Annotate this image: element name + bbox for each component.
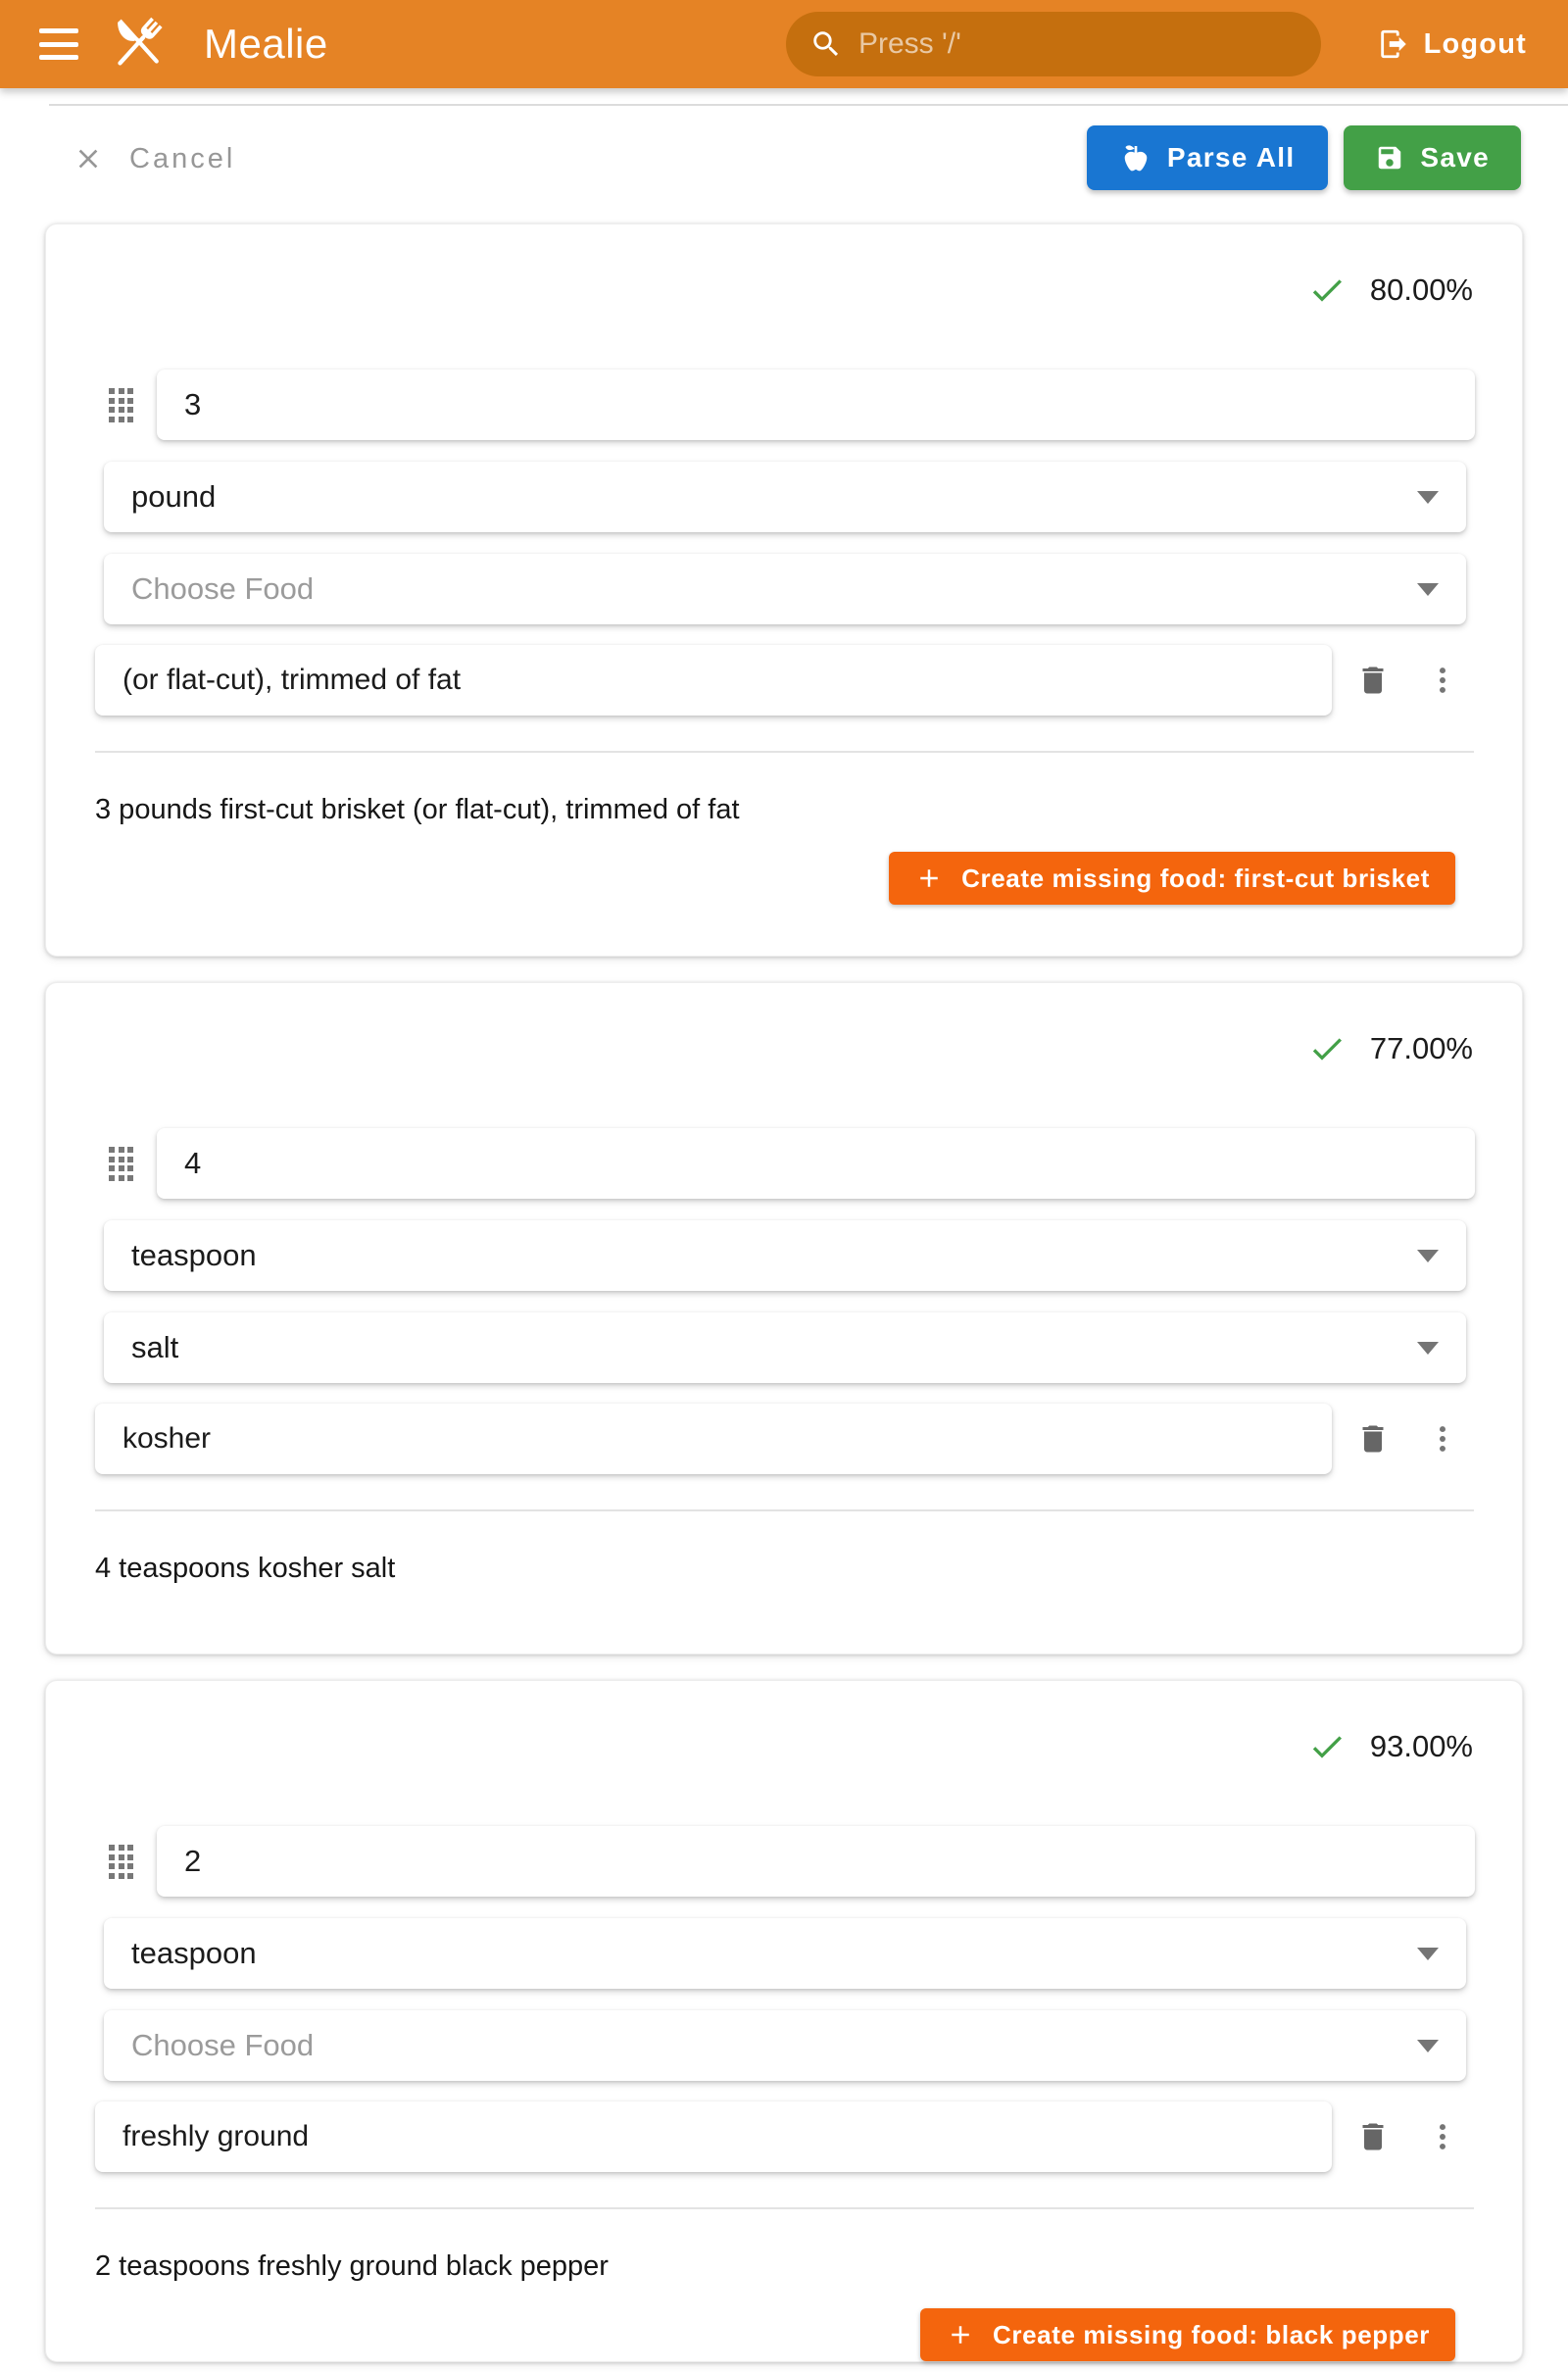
caret-down-icon [1417, 1250, 1439, 1262]
quantity-input[interactable] [157, 1826, 1475, 1897]
cancel-label: Cancel [129, 142, 236, 174]
delete-ingredient-button[interactable] [1355, 663, 1391, 698]
drag-grid-icon[interactable] [109, 1845, 133, 1878]
note-input[interactable] [95, 645, 1332, 716]
parse-all-label: Parse All [1166, 142, 1296, 173]
create-missing-food-button[interactable] [889, 852, 1455, 905]
kebab-menu-icon [1426, 664, 1459, 697]
unit-select[interactable] [104, 462, 1466, 532]
trash-icon [1355, 2119, 1391, 2154]
food-select[interactable] [104, 2010, 1466, 2081]
plus-icon [914, 864, 944, 893]
hamburger-menu-icon[interactable] [39, 28, 78, 60]
ingredient-card [45, 982, 1523, 1655]
close-icon [73, 143, 104, 174]
unit-select[interactable] [104, 1918, 1466, 1989]
divider [95, 1509, 1474, 1511]
app-title: Mealie [204, 21, 328, 67]
plus-icon [946, 2320, 975, 2349]
drag-grid-icon[interactable] [109, 1147, 133, 1180]
cancel-button[interactable] [73, 125, 235, 192]
divider [95, 2207, 1474, 2209]
app-bar [0, 0, 1568, 88]
check-icon [1307, 1727, 1347, 1766]
trash-icon [1355, 1421, 1391, 1457]
confidence-row [46, 224, 1522, 309]
delete-ingredient-button[interactable] [1355, 1421, 1391, 1457]
drag-grid-icon[interactable] [109, 388, 133, 421]
create-missing-food-label: Create missing food: black pepper [992, 2319, 1430, 2349]
food-value: salt [131, 1330, 179, 1364]
apple-icon [1120, 142, 1152, 173]
food-select[interactable] [104, 1312, 1466, 1383]
food-placeholder: Choose Food [131, 2028, 315, 2062]
caret-down-icon [1417, 1342, 1439, 1355]
more-options-button[interactable] [1426, 2120, 1459, 2153]
delete-ingredient-button[interactable] [1355, 2119, 1391, 2154]
quantity-input[interactable] [157, 370, 1475, 440]
save-icon [1375, 143, 1404, 173]
food-select[interactable] [104, 554, 1466, 624]
unit-value: pound [131, 479, 217, 514]
caret-down-icon [1417, 1948, 1439, 1960]
parsed-ingredient-text: 4 teaspoons kosher salt [95, 1553, 396, 1584]
logout-button[interactable] [1377, 0, 1527, 88]
parsed-ingredient-text: 2 teaspoons freshly ground black pepper [95, 2250, 609, 2282]
divider [95, 751, 1474, 753]
search-input[interactable] [786, 12, 1321, 76]
note-input[interactable] [95, 1404, 1332, 1474]
trash-icon [1355, 663, 1391, 698]
more-options-button[interactable] [1426, 1422, 1459, 1456]
unit-select[interactable] [104, 1220, 1466, 1291]
parse-all-button[interactable] [1087, 125, 1329, 190]
ingredient-list [45, 223, 1523, 2362]
logout-label: Logout [1423, 27, 1527, 60]
caret-down-icon [1417, 2040, 1439, 2052]
save-label: Save [1420, 142, 1490, 173]
kebab-menu-icon [1426, 2120, 1459, 2153]
kebab-menu-icon [1426, 1422, 1459, 1456]
crossed-knife-fork-icon [104, 11, 171, 77]
caret-down-icon [1417, 491, 1439, 504]
unit-value: teaspoon [131, 1238, 257, 1272]
confidence-value: 77.00% [1369, 1031, 1473, 1065]
more-options-button[interactable] [1426, 664, 1459, 697]
confidence-row [46, 983, 1522, 1067]
create-missing-food-button[interactable] [920, 2308, 1455, 2361]
save-button[interactable] [1344, 125, 1521, 190]
confidence-value: 93.00% [1369, 1729, 1473, 1763]
food-placeholder: Choose Food [131, 571, 315, 606]
search-placeholder: Press '/' [858, 27, 961, 60]
confidence-value: 80.00% [1369, 272, 1473, 307]
parser-toolbar [0, 125, 1568, 192]
create-missing-food-label: Create missing food: first-cut brisket [961, 863, 1430, 893]
confidence-row [46, 1681, 1522, 1765]
parsed-ingredient-text: 3 pounds first-cut brisket (or flat-cut), trimmed of fat [95, 794, 740, 825]
logout-icon [1377, 27, 1410, 61]
ingredient-card [45, 223, 1523, 957]
divider [49, 104, 1568, 106]
quantity-input[interactable] [157, 1128, 1475, 1199]
search-icon [809, 27, 843, 61]
unit-value: teaspoon [131, 1936, 257, 1970]
caret-down-icon [1417, 583, 1439, 596]
check-icon [1307, 271, 1347, 310]
note-input[interactable] [95, 2101, 1332, 2172]
check-icon [1307, 1029, 1347, 1068]
ingredient-card [45, 1680, 1523, 2362]
